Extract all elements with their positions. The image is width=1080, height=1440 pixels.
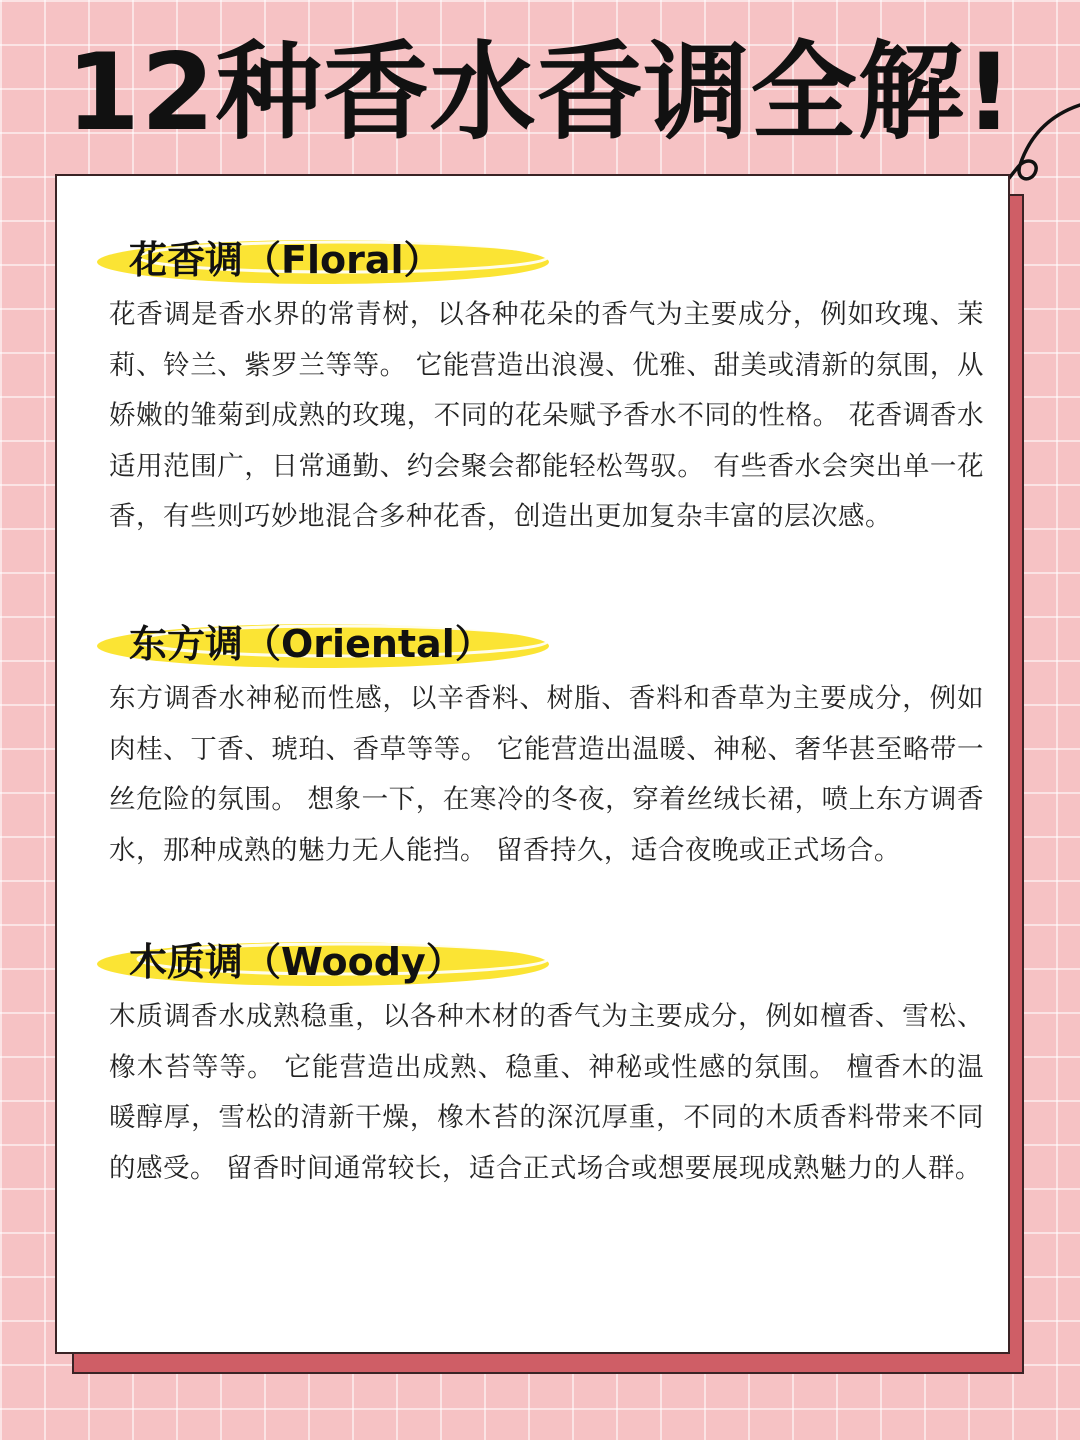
content-card bbox=[55, 174, 1010, 1354]
page-title: 12种香水香调全解! bbox=[66, 31, 1014, 154]
section-heading bbox=[93, 934, 553, 990]
section-heading-text: 东方调（Oriental） bbox=[129, 622, 493, 666]
section-body: 花香调是香水界的常青树，以各种花朵的香气为主要成分，例如玫瑰、茉莉、铃兰、紫罗兰等等。 它能营造出浪漫、优雅、甜美或清新的氛围，从娇嫩的雏菊到成熟的玫瑰，不同的花朵赋予香水不同的性格。 花香调香水适用范围广，日常通勤、约会聚会都能轻松驾驭。 有些香水会突出单一花香，有些则巧妙地混合多种花香，创造出更加复杂丰富的层次感。 bbox=[109, 299, 984, 532]
section-heading bbox=[93, 616, 553, 672]
section-heading-text: 花香调（Floral） bbox=[129, 238, 442, 282]
section-heading-text: 木质调（Woody） bbox=[129, 940, 464, 984]
section-body: 东方调香水神秘而性感，以辛香料、树脂、香料和香草为主要成分，例如肉桂、丁香、琥珀、香草等等。 它能营造出温暖、神秘、奢华甚至略带一丝危险的氛围。 想象一下，在寒冷的冬夜，穿着丝绒长裙，喷上东方调香水，那种成熟的魅力无人能挡。 留香持久，适合夜晚或正式场合。 bbox=[109, 683, 984, 866]
section-body: 木质调香水成熟稳重，以各种木材的香气为主要成分，例如檀香、雪松、橡木苔等等。 它能营造出成熟、稳重、神秘或性感的氛围。 檀香木的温暖醇厚，雪松的清新干燥，橡木苔的深沉厚重，不同的木质香料带来不同的感受。 留香时间通常较长，适合正式场合或想要展现成熟魅力的人群。 bbox=[109, 1001, 984, 1184]
section-heading bbox=[93, 232, 553, 288]
